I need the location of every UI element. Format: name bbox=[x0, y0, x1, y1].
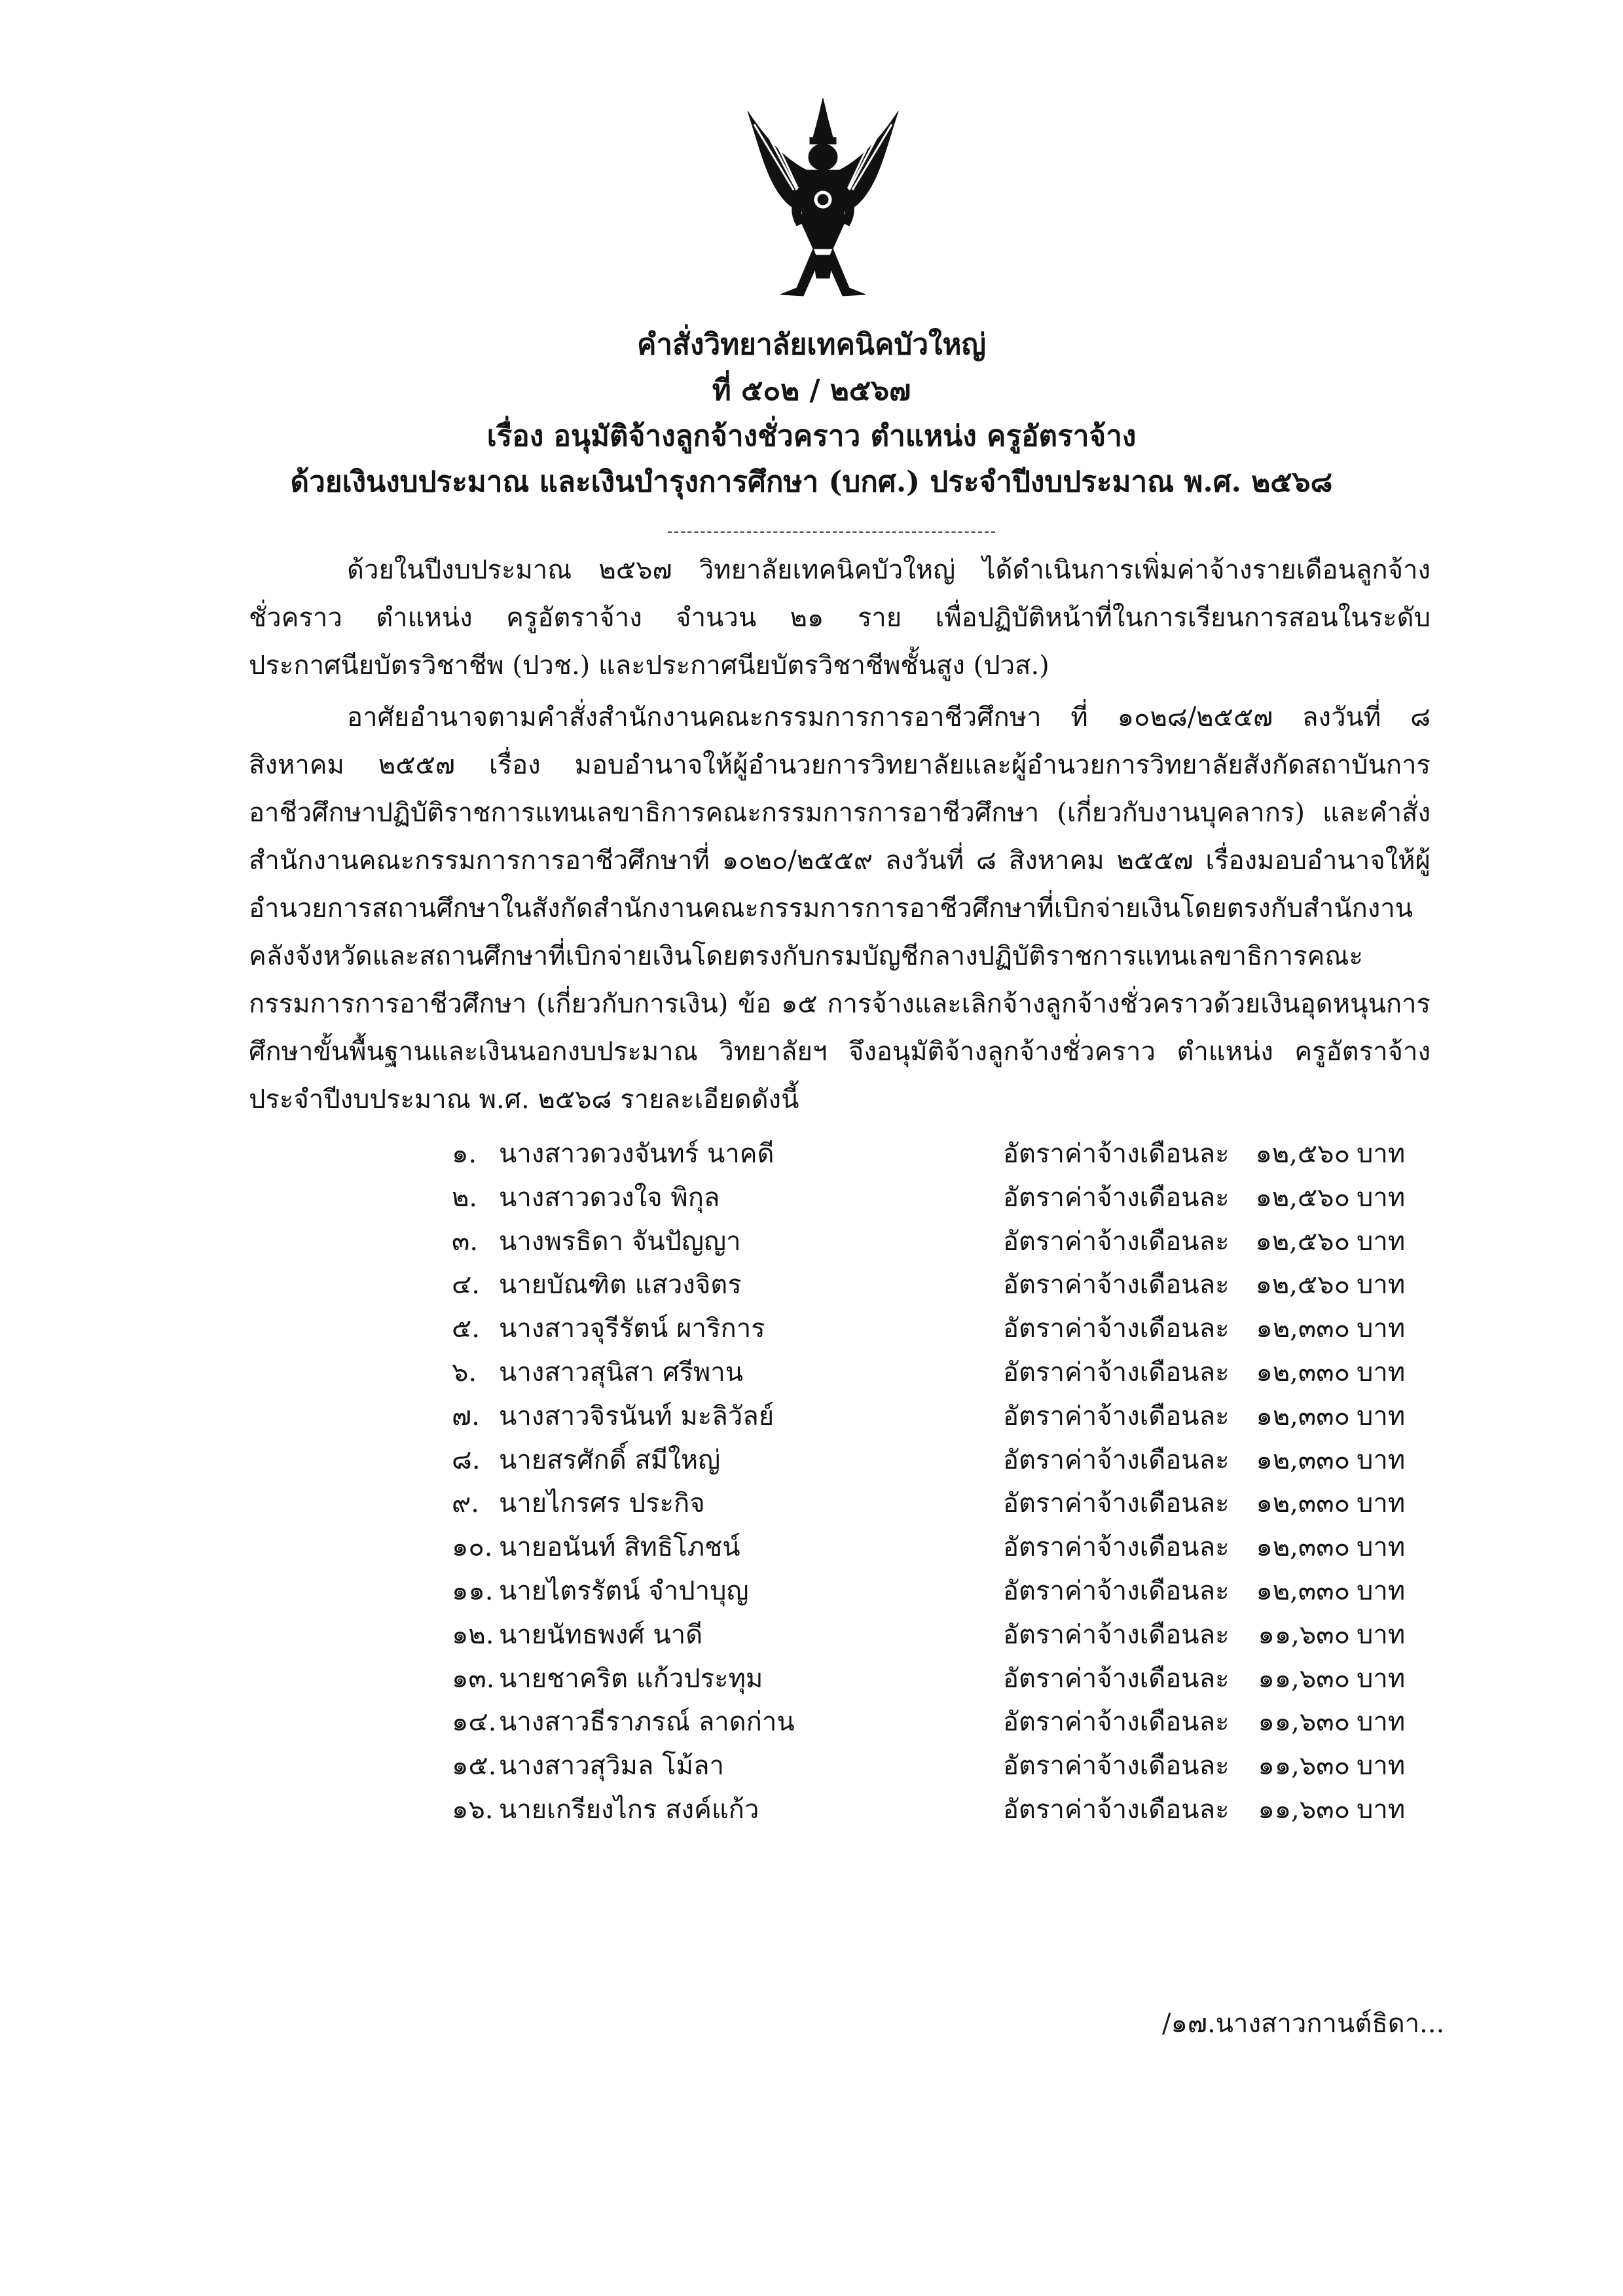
wage-amount: ๑๑,๖๓๐ bbox=[1258, 1751, 1350, 1782]
rate-label: อัตราค่าจ้างเดือนละ bbox=[1003, 1357, 1230, 1388]
wage-amount: ๑๒,๕๖๐ bbox=[1255, 1270, 1350, 1300]
wage-amount: ๑๒,๓๓๐ bbox=[1256, 1575, 1350, 1606]
rate-label: อัตราค่าจ้างเดือนละ bbox=[1003, 1575, 1230, 1606]
order-title: คำสั่งวิทยาลัยเทคนิคบัวใหญ่ bbox=[636, 328, 987, 361]
staff-name: นายไกรศร ประกิจ bbox=[499, 1488, 705, 1519]
order-funding: ด้วยเงินงบประมาณ และเงินบำรุงการศึกษา (บกศ.) ประจำปีงบประมาณ พ.ศ. ๒๕๖๘ bbox=[290, 465, 1333, 499]
item-number: ๖. bbox=[452, 1357, 477, 1388]
staff-name: นางสาวจิรนันท์ มะลิวัลย์ bbox=[499, 1401, 775, 1431]
currency-unit: บาท bbox=[1357, 1751, 1406, 1782]
wage-amount: ๑๑,๖๓๐ bbox=[1258, 1663, 1350, 1694]
list-item bbox=[452, 1307, 1434, 1351]
item-number: ๘. bbox=[452, 1444, 481, 1475]
list-item bbox=[452, 1526, 1434, 1570]
staff-name: นายนัทธพงศ์ นาดี bbox=[499, 1619, 703, 1650]
list-item bbox=[452, 1220, 1434, 1264]
wage-amount: ๑๒,๕๖๐ bbox=[1255, 1182, 1350, 1213]
currency-unit: บาท bbox=[1357, 1357, 1406, 1388]
staff-name: นางสาวดวงใจ พิกุล bbox=[499, 1182, 720, 1213]
staff-name: นายชาคริต แก้วประทุม bbox=[499, 1663, 763, 1694]
list-item bbox=[452, 1351, 1434, 1395]
paragraph-2: อาศัยอำนาจตามคำสั่งสำนักงานคณะกรรมการการอาชีวศึกษา ที่ ๑๐๒๘/๒๕๕๗ ลงวันที่ ๘ สิงหาคม ๒๕๕๗ เรื่อง มอบอำนาจให้ผู้อำนวยการวิทยาลัยและผู้อำนวยการวิทยาลัยสังกัดสถาบันการอาชีวศึกษาปฏิบัติราชการแทนเลขาธิการคณะกรรมการการอาชีวศึกษา (เกี่ยวกับงานบุคลากร) และคำสั่งสำนักงานคณะกรรมการการอาชีวศึกษาที่ ๑๐๒๐/๒๕๕๙ ลงวันที่ ๘ สิงหาคม ๒๕๕๗ เรื่องมอบอำนาจให้ผู้อำนวยการสถานศึกษาในสังกัดสำนักงานคณะกรรมการการอาชีวศึกษาที่เบิกจ่ายเงินโดยตรงกับสำนักงานคลังจังหวัดและสถานศึกษาที่เบิกจ่ายเงินโดยตรงกับกรมบัญชีกลางปฏิบัติราชการแทนเลขาธิการคณะกรรมการการอาชีวศึกษา (เกี่ยวกับการเงิน) ข้อ ๑๕ การจ้างและเลิกจ้างลูกจ้างชั่วคราวด้วยเงินอุดหนุนการศึกษาขั้นพื้นฐานและเงินนอกงบประมาณ วิทยาลัยฯ จึงอนุมัติจ้างลูกจ้างชั่วคราว ตำแหน่ง ครูอัตราจ้างประจำปีงบประมาณ พ.ศ. ๒๕๖๘ รายละเอียดดังนี้ bbox=[249, 702, 1431, 1115]
staff-name: นายสรศักดิ์ สมีใหญ่ bbox=[499, 1444, 721, 1475]
rate-label: อัตราค่าจ้างเดือนละ bbox=[1003, 1707, 1230, 1738]
currency-unit: บาท bbox=[1357, 1139, 1406, 1169]
wage-amount: ๑๒,๕๖๐ bbox=[1255, 1139, 1350, 1169]
wage-amount: ๑๑,๖๓๐ bbox=[1258, 1794, 1350, 1825]
item-number: ๑. bbox=[452, 1139, 477, 1169]
currency-unit: บาท bbox=[1357, 1794, 1406, 1825]
staff-name: นางสาวธีราภรณ์ ลาดก่าน bbox=[499, 1707, 795, 1738]
item-number: ๓. bbox=[452, 1226, 479, 1257]
currency-unit: บาท bbox=[1357, 1663, 1406, 1694]
rate-label: อัตราค่าจ้างเดือนละ bbox=[1003, 1663, 1230, 1694]
staff-name: นายอนันท์ สิทธิโภชน์ bbox=[499, 1532, 740, 1563]
item-number: ๑๓. bbox=[452, 1663, 495, 1694]
rate-label: อัตราค่าจ้างเดือนละ bbox=[1003, 1270, 1230, 1300]
list-item bbox=[452, 1657, 1434, 1701]
staff-name: นางสาวสุนิสา ศรีพาน bbox=[499, 1357, 744, 1388]
wage-amount: ๑๒,๕๖๐ bbox=[1255, 1226, 1350, 1257]
staff-name: นางพรธิดา จันปัญญา bbox=[499, 1226, 741, 1257]
rate-label: อัตราค่าจ้างเดือนละ bbox=[1003, 1401, 1230, 1431]
title-divider bbox=[668, 531, 995, 533]
list-item bbox=[452, 1395, 1434, 1439]
currency-unit: บาท bbox=[1357, 1270, 1406, 1300]
item-number: ๑๕. bbox=[452, 1751, 497, 1782]
list-item bbox=[452, 1263, 1434, 1307]
rate-label: อัตราค่าจ้างเดือนละ bbox=[1003, 1314, 1230, 1344]
staff-name: นายเกรียงไกร สงค์แก้ว bbox=[499, 1794, 759, 1825]
list-item bbox=[452, 1700, 1434, 1744]
staff-name: นายบัณฑิต แสวงจิตร bbox=[499, 1270, 742, 1300]
item-number: ๑๖. bbox=[452, 1794, 494, 1825]
wage-amount: ๑๒,๓๓๐ bbox=[1256, 1401, 1350, 1431]
currency-unit: บาท bbox=[1357, 1182, 1406, 1213]
rate-label: อัตราค่าจ้างเดือนละ bbox=[1003, 1182, 1230, 1213]
currency-unit: บาท bbox=[1357, 1314, 1406, 1344]
item-number: ๙. bbox=[452, 1488, 480, 1519]
currency-unit: บาท bbox=[1357, 1707, 1406, 1738]
item-number: ๑๒. bbox=[452, 1619, 494, 1650]
item-number: ๕. bbox=[452, 1314, 480, 1344]
rate-label: อัตราค่าจ้างเดือนละ bbox=[1003, 1751, 1230, 1782]
staff-name: นางสาวสุวิมล โม้ลา bbox=[499, 1751, 724, 1782]
list-item bbox=[452, 1788, 1434, 1832]
staff-name: นายไตรรัตน์ จำปาบุญ bbox=[499, 1575, 749, 1606]
wage-amount: ๑๒,๓๓๐ bbox=[1256, 1357, 1350, 1388]
rate-label: อัตราค่าจ้างเดือนละ bbox=[1003, 1488, 1230, 1519]
paragraph-1: ด้วยในปีงบประมาณ ๒๕๖๗ วิทยาลัยเทคนิคบัวใหญ่ ได้ดำเนินการเพิ่มค่าจ้างรายเดือนลูกจ้างชั่วคราว ตำแหน่ง ครูอัตราจ้าง จำนวน ๒๑ ราย เพื่อปฏิบัติหน้าที่ในการเรียนการสอนในระดับประกาศนียบัตรวิชาชีพ (ปวช.) และประกาศนียบัตรวิชาชีพชั้นสูง (ปวส.) bbox=[249, 555, 1431, 681]
wage-amount: ๑๑,๖๓๐ bbox=[1258, 1707, 1350, 1738]
wage-amount: ๑๒,๓๓๐ bbox=[1256, 1532, 1350, 1563]
item-number: ๗. bbox=[452, 1401, 480, 1431]
currency-unit: บาท bbox=[1357, 1488, 1406, 1519]
list-item bbox=[452, 1613, 1434, 1657]
rate-label: อัตราค่าจ้างเดือนละ bbox=[1003, 1532, 1230, 1563]
rate-label: อัตราค่าจ้างเดือนละ bbox=[1003, 1139, 1230, 1169]
rate-label: อัตราค่าจ้างเดือนละ bbox=[1003, 1226, 1230, 1257]
staff-list bbox=[452, 1132, 1434, 1832]
staff-name: นางสาวจุรีรัตน์ ผาริการ bbox=[499, 1314, 765, 1344]
rate-label: อัตราค่าจ้างเดือนละ bbox=[1003, 1619, 1230, 1650]
wage-amount: ๑๒,๓๓๐ bbox=[1256, 1488, 1350, 1519]
order-number: ที่ ๕๐๒ / ๒๕๖๗ bbox=[712, 374, 911, 407]
list-item bbox=[452, 1744, 1434, 1788]
list-item bbox=[452, 1176, 1434, 1220]
currency-unit: บาท bbox=[1357, 1226, 1406, 1257]
wage-amount: ๑๑,๖๓๐ bbox=[1258, 1619, 1350, 1650]
rate-label: อัตราค่าจ้างเดือนละ bbox=[1003, 1794, 1230, 1825]
item-number: ๔. bbox=[452, 1270, 480, 1300]
rate-label: อัตราค่าจ้างเดือนละ bbox=[1003, 1444, 1230, 1475]
list-item bbox=[452, 1482, 1434, 1526]
garuda-emblem-icon bbox=[741, 92, 905, 308]
item-number: ๑๐. bbox=[452, 1532, 493, 1563]
list-item bbox=[452, 1132, 1434, 1176]
list-item bbox=[452, 1570, 1434, 1613]
item-number: ๑๑. bbox=[452, 1575, 494, 1606]
currency-unit: บาท bbox=[1357, 1619, 1406, 1650]
wage-amount: ๑๒,๓๓๐ bbox=[1256, 1444, 1350, 1475]
currency-unit: บาท bbox=[1357, 1575, 1406, 1606]
currency-unit: บาท bbox=[1357, 1401, 1406, 1431]
currency-unit: บาท bbox=[1357, 1532, 1406, 1563]
continuation-note: /๑๗.นางสาวกานต์ธิดา... bbox=[1162, 2009, 1445, 2039]
wage-amount: ๑๒,๓๓๐ bbox=[1256, 1314, 1350, 1344]
list-item bbox=[452, 1439, 1434, 1482]
item-number: ๒. bbox=[452, 1182, 478, 1213]
staff-name: นางสาวดวงจันทร์ นาคดี bbox=[499, 1139, 775, 1169]
item-number: ๑๔. bbox=[452, 1707, 497, 1738]
order-subject: เรื่อง อนุมัติจ้างลูกจ้างชั่วคราว ตำแหน่ง ครูอัตราจ้าง bbox=[486, 420, 1137, 453]
currency-unit: บาท bbox=[1357, 1444, 1406, 1475]
